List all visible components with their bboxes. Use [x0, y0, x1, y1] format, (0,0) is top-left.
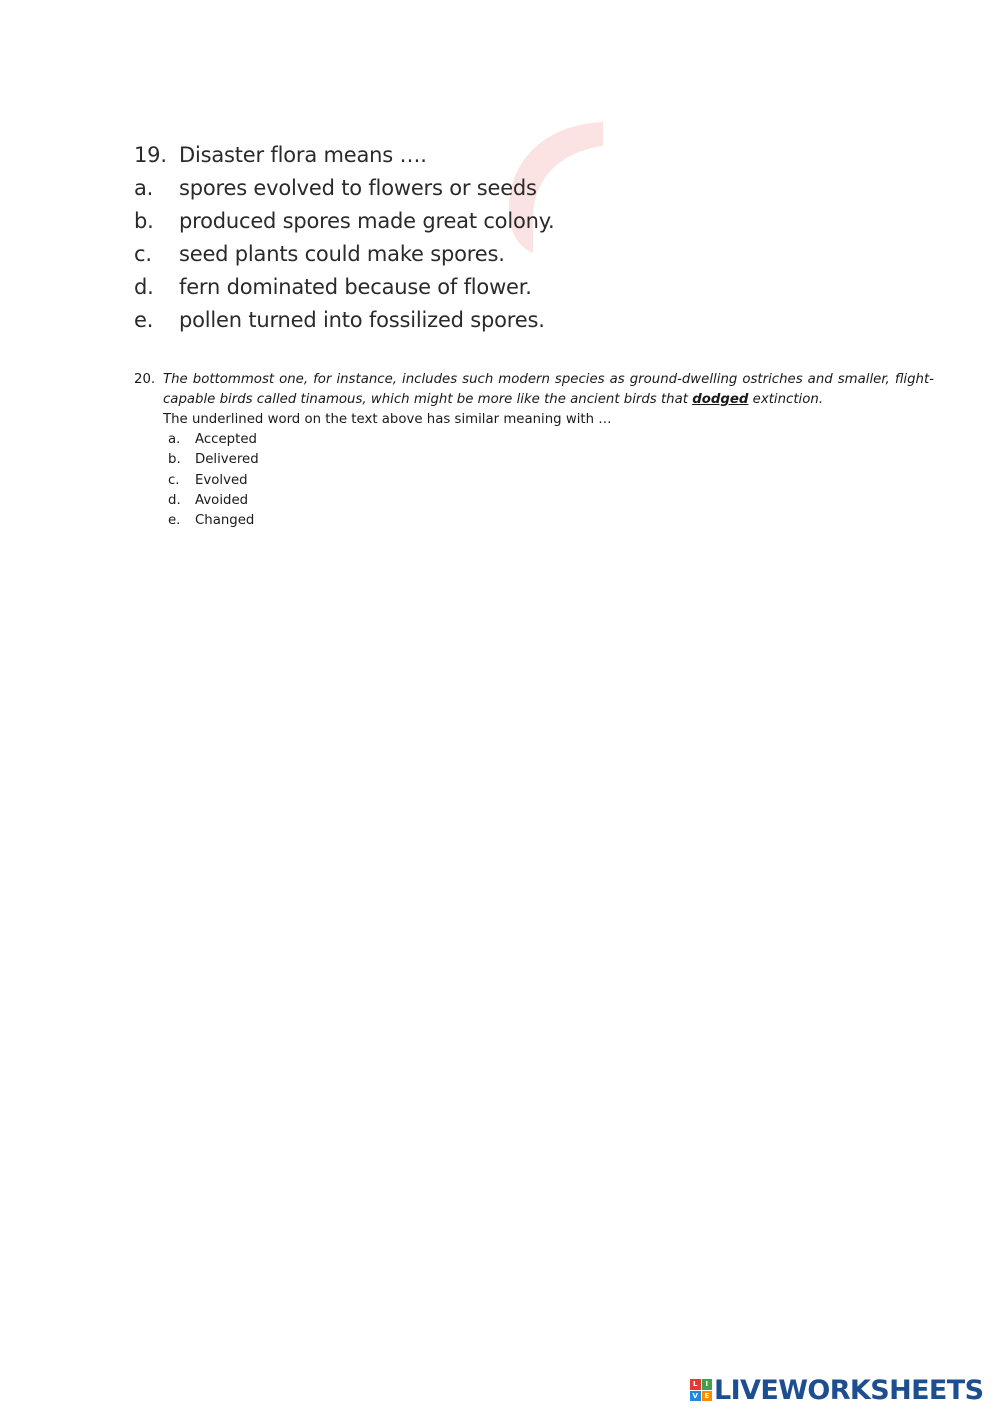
option-text: fern dominated because of flower. [179, 274, 532, 299]
option-letter: b. [168, 452, 181, 468]
question-passage [163, 370, 934, 410]
question-20 [134, 370, 934, 531]
option-text: Accepted [195, 432, 257, 447]
option-c[interactable] [134, 237, 734, 270]
liveworksheets-logo [690, 1375, 983, 1405]
question-19 [134, 138, 734, 336]
question-19-stem [134, 138, 734, 171]
option-text: Avoided [195, 492, 249, 508]
option-letter: b. [134, 208, 154, 233]
passage-text-after: extinction. [748, 392, 824, 407]
option-d[interactable] [168, 491, 934, 511]
option-b[interactable] [134, 204, 734, 237]
logo-mark-cell: L [690, 1379, 701, 1390]
option-text: produced spores made great colony. [179, 208, 555, 233]
question-number: 19. [134, 142, 167, 167]
option-d[interactable] [134, 270, 734, 303]
logo-mark-cell: E [702, 1391, 713, 1402]
option-text: Delivered [195, 452, 259, 468]
option-b[interactable] [168, 450, 934, 470]
question-20-stem [134, 370, 934, 410]
question-20-options [168, 430, 934, 531]
passage-text-before: The bottommost one, for instance, includes such modern species as ground-dwelling ostriches and smaller, flight-capable birds called tinamous, which might be more like the ancient birds that [163, 372, 934, 407]
logo-mark-cell: I [702, 1379, 713, 1390]
option-a[interactable] [168, 430, 934, 450]
option-e[interactable] [168, 511, 934, 531]
option-text: pollen turned into fossilized spores. [179, 307, 545, 332]
option-letter: d. [168, 492, 181, 508]
option-letter: d. [134, 274, 154, 299]
question-text: Disaster flora means …. [179, 142, 427, 167]
option-a[interactable] [134, 171, 734, 204]
option-text: Changed [195, 513, 255, 529]
underlined-word: dodged [692, 392, 749, 407]
option-letter: a. [168, 432, 181, 447]
option-text: seed plants could make spores. [179, 241, 505, 266]
question-prompt: The underlined word on the text above has similar meaning with … [163, 412, 612, 427]
option-letter: e. [168, 513, 181, 529]
option-text: Evolved [195, 472, 248, 488]
option-c[interactable] [168, 471, 934, 491]
logo-text: LIVEWORKSHEETS [714, 1374, 984, 1406]
option-text: spores evolved to flowers or seeds [179, 175, 537, 200]
option-letter: c. [168, 472, 180, 488]
option-e[interactable] [134, 303, 734, 336]
logo-mark-icon [690, 1379, 712, 1401]
option-letter: e. [134, 307, 154, 332]
option-letter: c. [134, 241, 152, 266]
option-letter: a. [134, 175, 154, 200]
question-number: 20. [134, 372, 156, 387]
logo-mark-cell: V [690, 1391, 701, 1402]
